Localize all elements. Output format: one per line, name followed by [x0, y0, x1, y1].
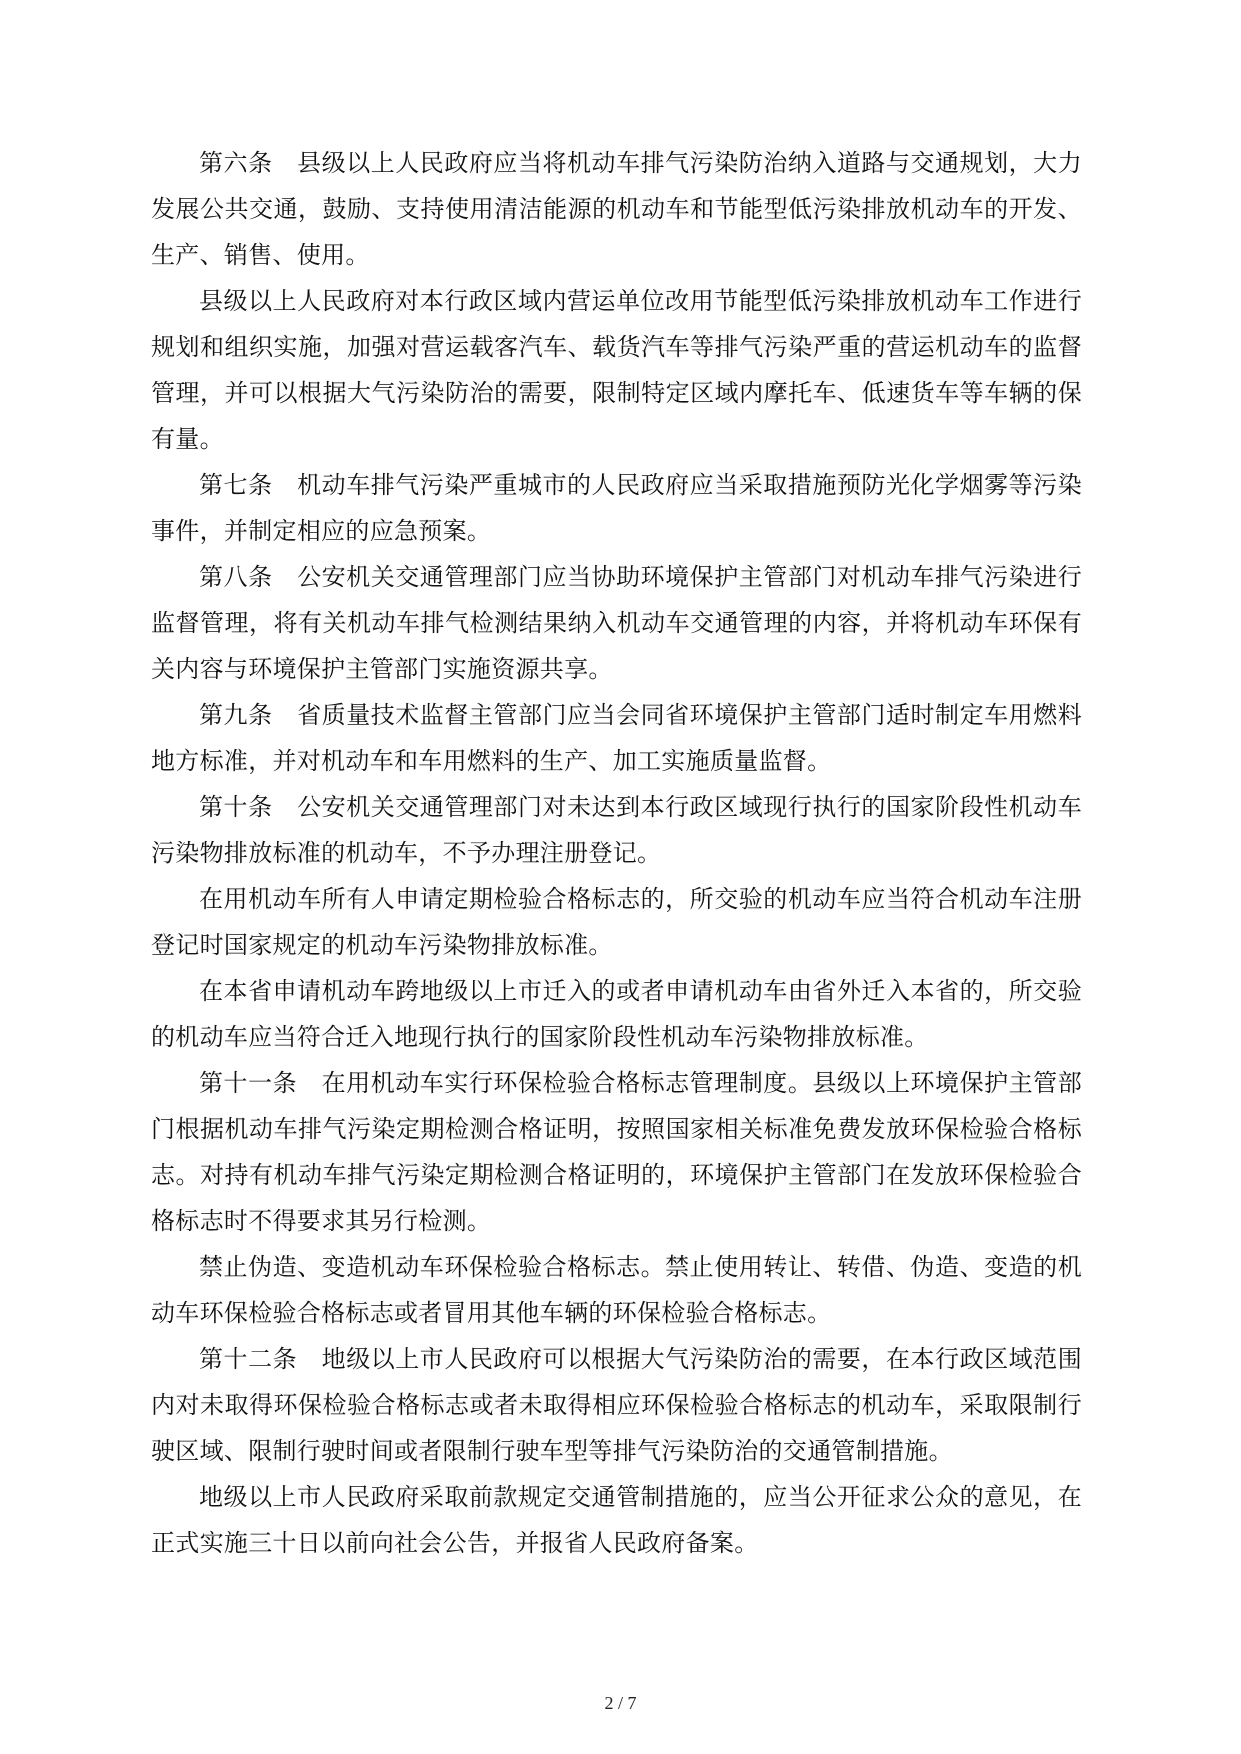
article-12-paragraph: 第十二条 地级以上市人民政府可以根据大气污染防治的需要，在本行政区域范围内对未取得环保检验合格标志或者未取得相应环保检验合格标志的机动车，采取限制行驶区域、限制行驶时间或者限制行驶车型等排气污染防治的交通管制措施。: [151, 1345, 1082, 1465]
article-6-paragraph-2: 县级以上人民政府对本行政区域内营运单位改用节能型低污染排放机动车工作进行规划和组织实施，加强对营运载客汽车、载货汽车等排气污染严重的营运机动车的监督管理，并可以根据大气污染防治的需要，限制特定区域内摩托车、低速货车等车辆的保有量。: [151, 287, 1082, 453]
article-7-paragraph: 第七条 机动车排气污染严重城市的人民政府应当采取措施预防光化学烟雾等污染事件，并制定相应的应急预案。: [151, 471, 1082, 545]
article-11-paragraph-2: 禁止伪造、变造机动车环保检验合格标志。禁止使用转让、转借、伪造、变造的机动车环保检验合格标志或者冒用其他车辆的环保检验合格标志。: [151, 1253, 1082, 1327]
article-6-paragraph: 第六条 县级以上人民政府应当将机动车排气污染防治纳入道路与交通规划，大力发展公共交通，鼓励、支持使用清洁能源的机动车和节能型低污染排放机动车的开发、生产、销售、使用。: [151, 149, 1082, 269]
article-8-paragraph: 第八条 公安机关交通管理部门应当协助环境保护主管部门对机动车排气污染进行监督管理，将有关机动车排气检测结果纳入机动车交通管理的内容，并将机动车环保有关内容与环境保护主管部门实施资源共享。: [151, 563, 1082, 683]
article-12-paragraph-2: 地级以上市人民政府采取前款规定交通管制措施的，应当公开征求公众的意见，在正式实施三十日以前向社会公告，并报省人民政府备案。: [151, 1483, 1082, 1557]
article-11-paragraph: 第十一条 在用机动车实行环保检验合格标志管理制度。县级以上环境保护主管部门根据机动车排气污染定期检测合格证明，按照国家相关标准免费发放环保检验合格标志。对持有机动车排气污染定期检测合格证明的，环境保护主管部门在发放环保检验合格标志时不得要求其另行检测。: [151, 1069, 1082, 1235]
article-10-paragraph-3: 在本省申请机动车跨地级以上市迁入的或者申请机动车由省外迁入本省的，所交验的机动车应当符合迁入地现行执行的国家阶段性机动车污染物排放标准。: [151, 977, 1082, 1051]
document-body: [151, 140, 1082, 1566]
article-10-paragraph-2: 在用机动车所有人申请定期检验合格标志的，所交验的机动车应当符合机动车注册登记时国家规定的机动车污染物排放标准。: [151, 885, 1082, 959]
article-9-paragraph: 第九条 省质量技术监督主管部门应当会同省环境保护主管部门适时制定车用燃料地方标准，并对机动车和车用燃料的生产、加工实施质量监督。: [151, 701, 1082, 775]
article-10-paragraph: 第十条 公安机关交通管理部门对未达到本行政区域现行执行的国家阶段性机动车污染物排放标准的机动车，不予办理注册登记。: [151, 793, 1082, 867]
page-number: 2 / 7: [604, 1693, 637, 1713]
